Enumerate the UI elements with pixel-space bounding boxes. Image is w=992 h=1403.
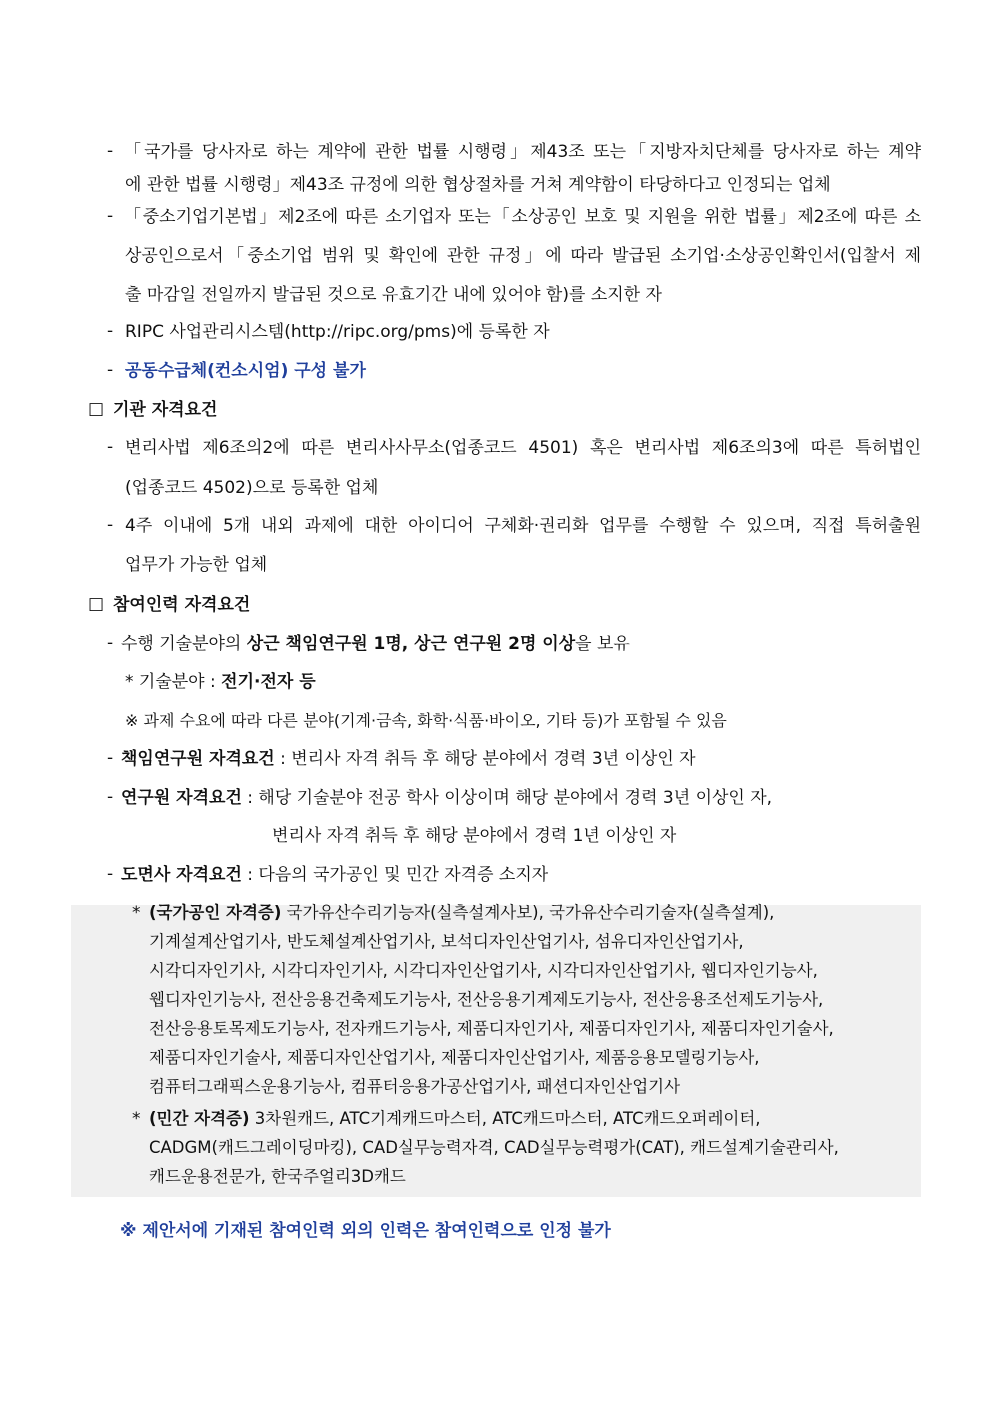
national-cert-line-2: 기계설계산업기사, 반도체설계산업기사, 보석디자인산업기사, 섬유디자인산업기사, — [149, 932, 744, 951]
field-note-bold: 전기·전자 등 — [221, 672, 316, 692]
national-cert-line-6: 제품디자인기술사, 제품디자인산업기사, 제품디자인산업기사, 제품응용모델링기능사, — [149, 1048, 760, 1067]
bullet-dash: - — [107, 141, 114, 161]
national-cert-line-7: 컴퓨터그래픽스운용기능사, 컴퓨터응용가공산업기사, 패션디자인산업기사 — [149, 1077, 681, 1096]
staff-holding-bold: 상근 책임연구원 1명, 상근 연구원 2명 이상 — [246, 634, 576, 654]
drafter-req — [121, 864, 548, 886]
section-box-icon: □ — [88, 399, 105, 419]
bullet-dash: - — [107, 864, 114, 884]
org-req-1-line-2: (업종코드 4502)으로 등록한 업체 — [125, 478, 379, 498]
national-cert-line-4: 웹디자인기능사, 전산응용건축제도기능사, 전산응용기계제도기능사, 전산응용조선제도기능사, — [149, 990, 824, 1009]
staff-section-heading: 참여인력 자격요건 — [113, 595, 251, 615]
contract-law-line-2: 에 관한 법률 시행령」제43조 규정에 의한 협상절차를 거쳐 계약함이 타당하다고 인정되는 업체 — [125, 175, 831, 195]
staff-holding-pre: 수행 기술분야의 — [121, 634, 247, 654]
final-note: ※ 제안서에 기재된 참여인력 외의 인력은 참여인력으로 인정 불가 — [120, 1221, 611, 1241]
lead-researcher-text: : 변리사 자격 취득 후 해당 분야에서 경력 3년 이상인 자 — [274, 749, 696, 769]
national-star: * — [132, 903, 141, 923]
private-cert-list: 3차원캐드, ATC기계캐드마스터, ATC캐드마스터, ATC캐드오퍼레이터, — [254, 1109, 761, 1128]
drafter-label: 도면사 자격요건 — [121, 865, 242, 885]
consortium-note: 공동수급체(컨소시엄) 구성 불가 — [125, 361, 366, 381]
researcher-req — [121, 787, 772, 809]
national-cert-line-1 — [149, 902, 774, 924]
national-cert-list: 국가유산수리기능자(실측설계사보), 국가유산수리기술자(실측설계), — [286, 903, 775, 922]
national-cert-line-5: 전산응용토목제도기능사, 전자캐드기능사, 제품디자인기사, 제품디자인기사, 제품디자인기술사, — [149, 1019, 834, 1038]
org-req-1-line-1: 변리사법 제6조의2에 따른 변리사사무소(업종코드 4501) 혹은 변리사법 제6조의3에 따른 특허법인 — [125, 438, 921, 458]
bullet-dash: - — [107, 206, 114, 226]
bullet-dash: - — [107, 515, 114, 535]
org-req-2-line-2: 업무가 가능한 업체 — [125, 555, 268, 575]
private-star: * — [132, 1109, 141, 1129]
field-note — [125, 671, 316, 693]
staff-holding-post: 을 보유 — [575, 634, 630, 654]
org-req-2-line-1: 4주 이내에 5개 내외 과제에 대한 아이디어 구체화·권리화 업무를 수행할 수 있으며, 직접 특허출원 — [125, 516, 921, 536]
contract-law-line-1: 「국가를 당사자로 하는 계약에 관한 법률 시행령」제43조 또는「지방자치단체를 당사자로 하는 계약 — [124, 142, 921, 162]
ripc-registration: RIPC 사업관리시스템(http://ripc.org/pms)에 등록한 자 — [125, 322, 550, 342]
national-cert-label: (국가공인 자격증) — [149, 903, 282, 922]
staff-holding — [121, 633, 630, 655]
national-cert-line-3: 시각디자인기사, 시각디자인기사, 시각디자인산업기사, 시각디자인산업기사, 웹디자인기능사, — [149, 961, 818, 980]
bullet-dash: - — [107, 321, 114, 341]
private-cert-line-1 — [149, 1108, 761, 1130]
section-box-icon: □ — [88, 594, 105, 614]
drafter-text: : 다음의 국가공인 및 민간 자격증 소지자 — [241, 865, 549, 885]
private-cert-label: (민간 자격증) — [149, 1109, 250, 1128]
private-cert-line-3: 캐드운용전문가, 한국주얼리3D캐드 — [149, 1167, 406, 1186]
bullet-dash: - — [107, 787, 114, 807]
researcher-label: 연구원 자격요건 — [121, 788, 242, 808]
private-cert-line-2: CADGM(캐드그레이딩마킹), CAD실무능력자격, CAD실무능력평가(CAT), 캐드설계기술관리사, — [149, 1138, 839, 1157]
researcher-req-line-2: 변리사 자격 취득 후 해당 분야에서 경력 1년 이상인 자 — [272, 826, 677, 846]
field-extra-note: ※ 과제 수요에 따라 다른 분야(기계·금속, 화학·식품·바이오, 기타 등)가 포함될 수 있음 — [125, 711, 727, 730]
small-business-line-3: 출 마감일 전일까지 발급된 것으로 유효기간 내에 있어야 함)를 소지한 자 — [125, 285, 662, 305]
small-business-line-2: 상공인으로서「중소기업 범위 및 확인에 관한 규정」에 따라 발급된 소기업·소상공인확인서(입찰서 제 — [125, 246, 921, 266]
bullet-dash: - — [107, 748, 114, 768]
lead-researcher-label: 책임연구원 자격요건 — [121, 749, 275, 769]
researcher-text: : 해당 기술분야 전공 학사 이상이며 해당 분야에서 경력 3년 이상인 자, — [241, 788, 773, 808]
field-note-pre: * 기술분야 : — [125, 672, 222, 692]
lead-researcher-req — [121, 748, 696, 770]
bullet-dash: - — [107, 437, 114, 457]
small-business-line-1: 「중소기업기본법」제2조에 따른 소기업자 또는「소상공인 보호 및 지원을 위한 법률」제2조에 따른 소 — [124, 207, 921, 227]
org-section-heading: 기관 자격요건 — [113, 400, 218, 420]
bullet-dash: - — [107, 360, 114, 380]
bullet-dash: - — [107, 633, 114, 653]
